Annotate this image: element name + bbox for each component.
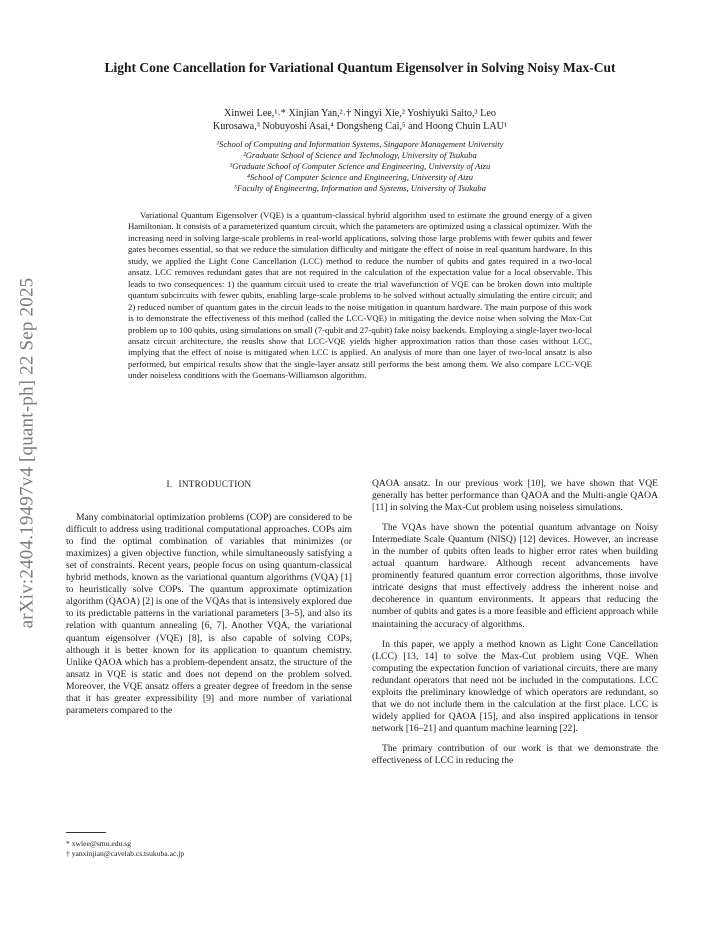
arxiv-identifier-stamp xyxy=(6,253,48,653)
paragraph: In this paper, we apply a method known as Light Cone Cancellation (LCC) [13, 14] to solve the Max-Cut problem using VQE. When computing the expectation function of variational circuits, there are many redundant operators that need not be included in the computations. LCC exploits the preliminary knowledge of which operators are redundant, so that we do not include them in the calculation at the first place. LCC is widely applied for QAOA [15], and also inspired applications in tensor network [16–21] and quantum machine learning [22]. xyxy=(372,638,658,734)
arxiv-identifier-text: arXiv:2404.19497v4 [quant-ph] 22 Sep 2025 xyxy=(16,277,37,629)
section-title: INTRODUCTION xyxy=(178,479,252,489)
left-column xyxy=(66,478,352,717)
affiliation-list xyxy=(90,139,630,194)
paragraph: Many combinatorial optimization problems (COP) are considered to be difficult to address using traditional computational approaches. COPs aim to find the optimal combination of variables that minimizes (or maximizes) a given objective function, while simultaneously satisfying a set of constraints. Recent years, people focus on using quantum-classical hybrid methods, known as the variational quantum algorithms (VQA) [1] to heuristically solve COPs. The quantum approximate optimization algorithm (QAOA) [2] is one of the VQAs that is intensively explored due to its predictable patterns in the variational parameters [3–5], and also its relation with quantum annealing [6, 7]. Another VQA, the variational quantum eigensolver (VQE) [8], is also capable of solving COPs, although it is better known for its application to quantum chemistry. Unlike QAOA which has a problem-dependent ansatz, the structure of the ansatz in VQE is static and does not depend on the problem solved. Moreover, the VQE ansatz offers a greater degree of freedom in the sense that it has greater expressibility [9] and more number of variational parameters compared to the xyxy=(66,512,352,716)
footnotes xyxy=(66,839,352,859)
paragraph: The primary contribution of our work is that we demonstrate the effectiveness of LCC in reducing the xyxy=(372,742,658,766)
paragraph: QAOA ansatz. In our previous work [10], we have shown that VQE generally has better performance than QAOA and the Multi-angle QAOA [11] in solving the Max-Cut problem using noiseless simulations. xyxy=(372,478,658,514)
footnote-email-1: * xwlee@smu.edu.sg xyxy=(66,839,131,848)
section-number: I. xyxy=(166,479,173,489)
right-column xyxy=(372,478,658,767)
footnote-divider xyxy=(66,832,106,833)
section-heading xyxy=(66,478,352,490)
footnote-email-2: † yanxinjian@cavelab.cs.tsukuba.ac.jp xyxy=(66,849,185,858)
affiliation: ³Graduate School of Computer Science and Engineering, University of Aizu xyxy=(229,161,491,171)
affiliation: ⁴School of Computer Science and Engineering, University of Aizu xyxy=(247,172,473,182)
author-line: Xinwei Lee,¹˒* Xinjian Yan,²˒† Ningyi Xie,² Yoshiyuki Saito,³ Leo xyxy=(224,108,496,119)
affiliation: ¹School of Computing and Information Systems, Singapore Management University xyxy=(216,139,504,149)
abstract xyxy=(128,210,592,382)
affiliation: ⁵Faculty of Engineering, Information and Systems, University of Tsukuba xyxy=(234,183,486,193)
affiliation: ²Graduate School of Science and Technology, University of Tsukuba xyxy=(243,150,477,160)
paragraph: The VQAs have shown the potential quantum advantage on Noisy Intermediate Scale Quantum (NISQ) [12] devices. However, an increase in the number of qubits often leads to higher error rates when building actual quantum hardware. Although recent advancements have prominently featured quantum error correction algorithms, those involve intricate designs that must effectively address the inherent noise and decoherence in quantum environments. It appears that reducing the number of qubits and gates is a more feasible and efficient approach while maintaining the accuracy of algorithms. xyxy=(372,522,658,630)
author-line: Kurosawa,³ Nobuyoshi Asai,⁴ Dongsheng Cai,⁵ and Hoong Chuin LAU¹ xyxy=(212,121,508,132)
paper-title: Light Cone Cancellation for Variational Quantum Eigensolver in Solving Noisy Max-Cut xyxy=(104,60,616,75)
abstract-text: Variational Quantum Eigensolver (VQE) is a quantum-classical hybrid algorithm used to estimate the ground energy of a given Hamiltonian. It consists of a parameterized quantum circuit, which the parameters are optimized using a classical optimizer. With the increasing need in solving large-scale problems in real-world applications, solving those large problems with fewer qubits and fewer gates becomes essential, so that we reduce the simulation difficulty and mitigate the effect of noise in real quantum hardware. In this study, we applied the Light Cone Cancellation (LCC) method to reduce the number of qubits and gates required in a two-local ansatz. LCC removes redundant gates that are not required in the calculation of the expectation value for a local observable. This leads to two consequences: 1) the quantum circuit used to create the trial wavefunction of VQE can be broken down into multiple quantum subcircuits with fewer qubits, enabling large-scale problems to be solved without actually simulating the entire circuit; and 2) reduced number of quantum gates in the circuit leads to the noise mitigation in quantum hardware. The main purpose of this work is to demonstrate the effectiveness of this method (called the LCC-VQE) in mitigating the device noise when solving the Max-Cut problem up to 100 qubits, using simulations on small (7-qubit and 27-qubit) fake noisy backends. Employing a single-layer two-local ansatz circuit architecture, the reuslts show that LCC-VQE yields higher approximation ratios than those cases without LCC, implying that the effect of noise is mitigated when LCC is applied. An analysis of more than one layer of two-local ansatz is also performed, but empirical results show that the single-layer ansatz still performs the best among them. We also compare LCC-VQE under noiseless conditions with the Goemans-Williamson algorithm. xyxy=(128,210,592,381)
author-list xyxy=(90,107,630,133)
